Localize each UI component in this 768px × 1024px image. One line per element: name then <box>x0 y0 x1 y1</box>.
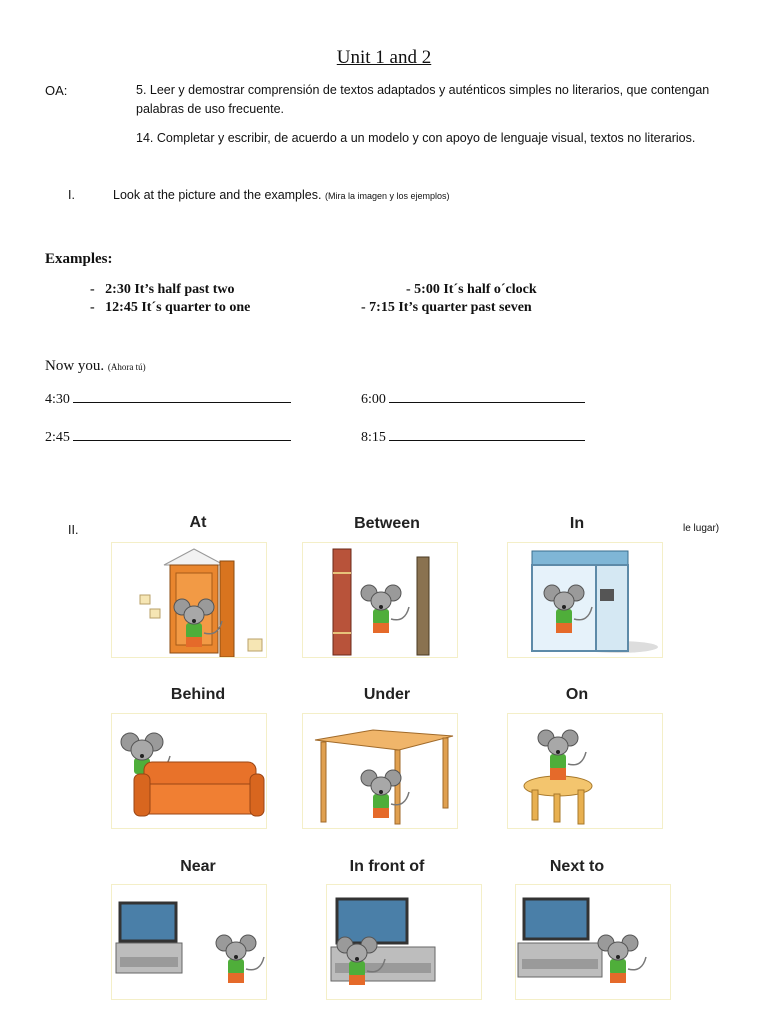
section-1-instruction <box>113 188 450 202</box>
preposition-label: On <box>565 686 589 703</box>
page-title: Unit 1 and 2 <box>336 47 432 68</box>
mouse-in-front-of-tv-icon <box>326 884 482 1000</box>
mouse-in-phone-booth-icon <box>507 542 663 658</box>
section-2-number: II. <box>68 523 79 537</box>
mouse-next-to-tv-icon <box>515 884 671 1000</box>
preposition-label: Between <box>354 515 420 532</box>
exercise-line <box>361 388 585 408</box>
section-1-number: I. <box>68 188 75 202</box>
exercise-time: 6:00 <box>361 392 386 407</box>
now-you-label-es: (Ahora tú) <box>107 362 146 372</box>
examples-heading: Examples: <box>45 251 113 267</box>
section-2-side-note: le lugar) <box>683 523 720 534</box>
exercise-time: 2:45 <box>45 430 70 445</box>
answer-blank[interactable] <box>73 426 291 441</box>
exercise-time: 4:30 <box>45 392 70 407</box>
preposition-label: In front of <box>349 858 425 875</box>
exercise-line <box>45 388 291 408</box>
preposition-label: At <box>189 514 207 531</box>
exercise-time: 8:15 <box>361 430 386 445</box>
mouse-on-stool-icon <box>507 713 663 829</box>
mouse-behind-sofa-icon <box>111 713 267 829</box>
instruction-text-es: (Mira la imagen y los ejemplos) <box>324 191 450 201</box>
example-item: - 2:30 It’s half past two <box>90 282 235 297</box>
preposition-label: Behind <box>170 686 226 703</box>
mouse-between-books-icon <box>302 542 458 658</box>
oa-label: OA: <box>45 83 68 98</box>
exercise-line <box>361 426 585 446</box>
objective-5: 5. Leer y demostrar comprensión de textos adaptados y auténticos simples no literarios, que contengan palabras de uso frecuente. <box>136 83 710 116</box>
preposition-label: In <box>569 515 585 532</box>
answer-blank[interactable] <box>73 388 291 403</box>
mouse-under-table-icon <box>302 713 458 829</box>
objective-14: 14. Completar y escribir, de acuerdo a un modelo y con apoyo de lenguaje visual, textos no literarios. <box>136 131 696 145</box>
preposition-label: Near <box>180 858 216 875</box>
exercise-line <box>45 426 291 446</box>
instruction-text: Look at the picture and the examples. <box>113 188 322 202</box>
preposition-label: Under <box>363 686 411 703</box>
now-you-heading <box>45 358 146 375</box>
mouse-near-tv-icon <box>111 884 267 1000</box>
now-you-label: Now you. <box>45 358 105 374</box>
answer-blank[interactable] <box>389 388 585 403</box>
example-item: - 5:00 It´s half o´clock <box>406 282 537 297</box>
mouse-at-door-icon <box>111 542 267 658</box>
answer-blank[interactable] <box>389 426 585 441</box>
example-item: - 12:45 It´s quarter to one <box>90 300 251 315</box>
preposition-label: Next to <box>549 858 605 875</box>
example-item: - 7:15 It’s quarter past seven <box>361 300 532 315</box>
